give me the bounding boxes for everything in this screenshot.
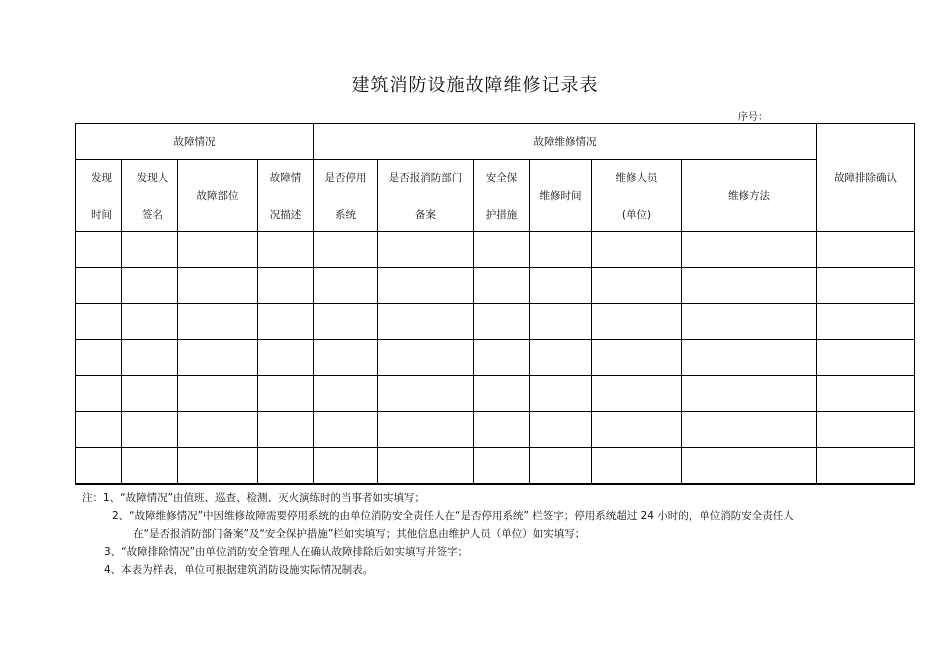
note-3: 3、“故障排除情况”由单位消防安全管理人在确认故障排除后如实填写并签字； [104, 546, 469, 558]
group-fault-header: 故障情况 [76, 124, 314, 160]
col-finder-signature: 发现人 签名 [122, 160, 178, 232]
repair-record-table [75, 123, 915, 485]
table-row [76, 340, 915, 376]
col-repair-time: 维修时间 [530, 160, 592, 232]
col-report-fire-dept: 是否报消防部门 备案 [378, 160, 474, 232]
notes-section [82, 489, 794, 579]
note-4: 4、本表为样表，单位可根据建筑消防设施实际情况制表。 [104, 564, 374, 576]
table-row [76, 268, 915, 304]
table-row [76, 412, 915, 448]
table-row [76, 232, 915, 268]
note-1: 注：1、“故障情况”由值班、巡查、检测、灭火演练时的当事者如实填写； [82, 492, 426, 504]
note-2-continued: 在“是否报消防部门备案”及“安全保护措施”栏如实填写；其他信息由维护人员（单位）如实填写； [133, 528, 586, 540]
col-fault-description: 故障情 况描述 [258, 160, 314, 232]
col-repair-method: 维修方法 [682, 160, 817, 232]
table-row [76, 304, 915, 340]
col-find-time: 发现 时间 [76, 160, 122, 232]
col-stop-system: 是否停用 系统 [314, 160, 378, 232]
confirm-header: 故障排除确认 [817, 124, 915, 232]
group-repair-header: 故障维修情况 [314, 124, 817, 160]
sequence-label: 序号： [738, 112, 768, 123]
col-repairer: 维修人员 (单位) [592, 160, 682, 232]
col-safety-measures: 安全保 护措施 [474, 160, 530, 232]
table-row [76, 376, 915, 412]
table-row [76, 448, 915, 485]
page-title: 建筑消防设施故障维修记录表 [351, 75, 599, 96]
col-fault-location: 故障部位 [178, 160, 258, 232]
note-2: 2、“故障维修情况”中因维修故障需要停用系统的由单位消防安全责任人在“是否停用系统” 栏签字；停用系统超过 24 小时的，单位消防安全责任人 [112, 510, 794, 522]
